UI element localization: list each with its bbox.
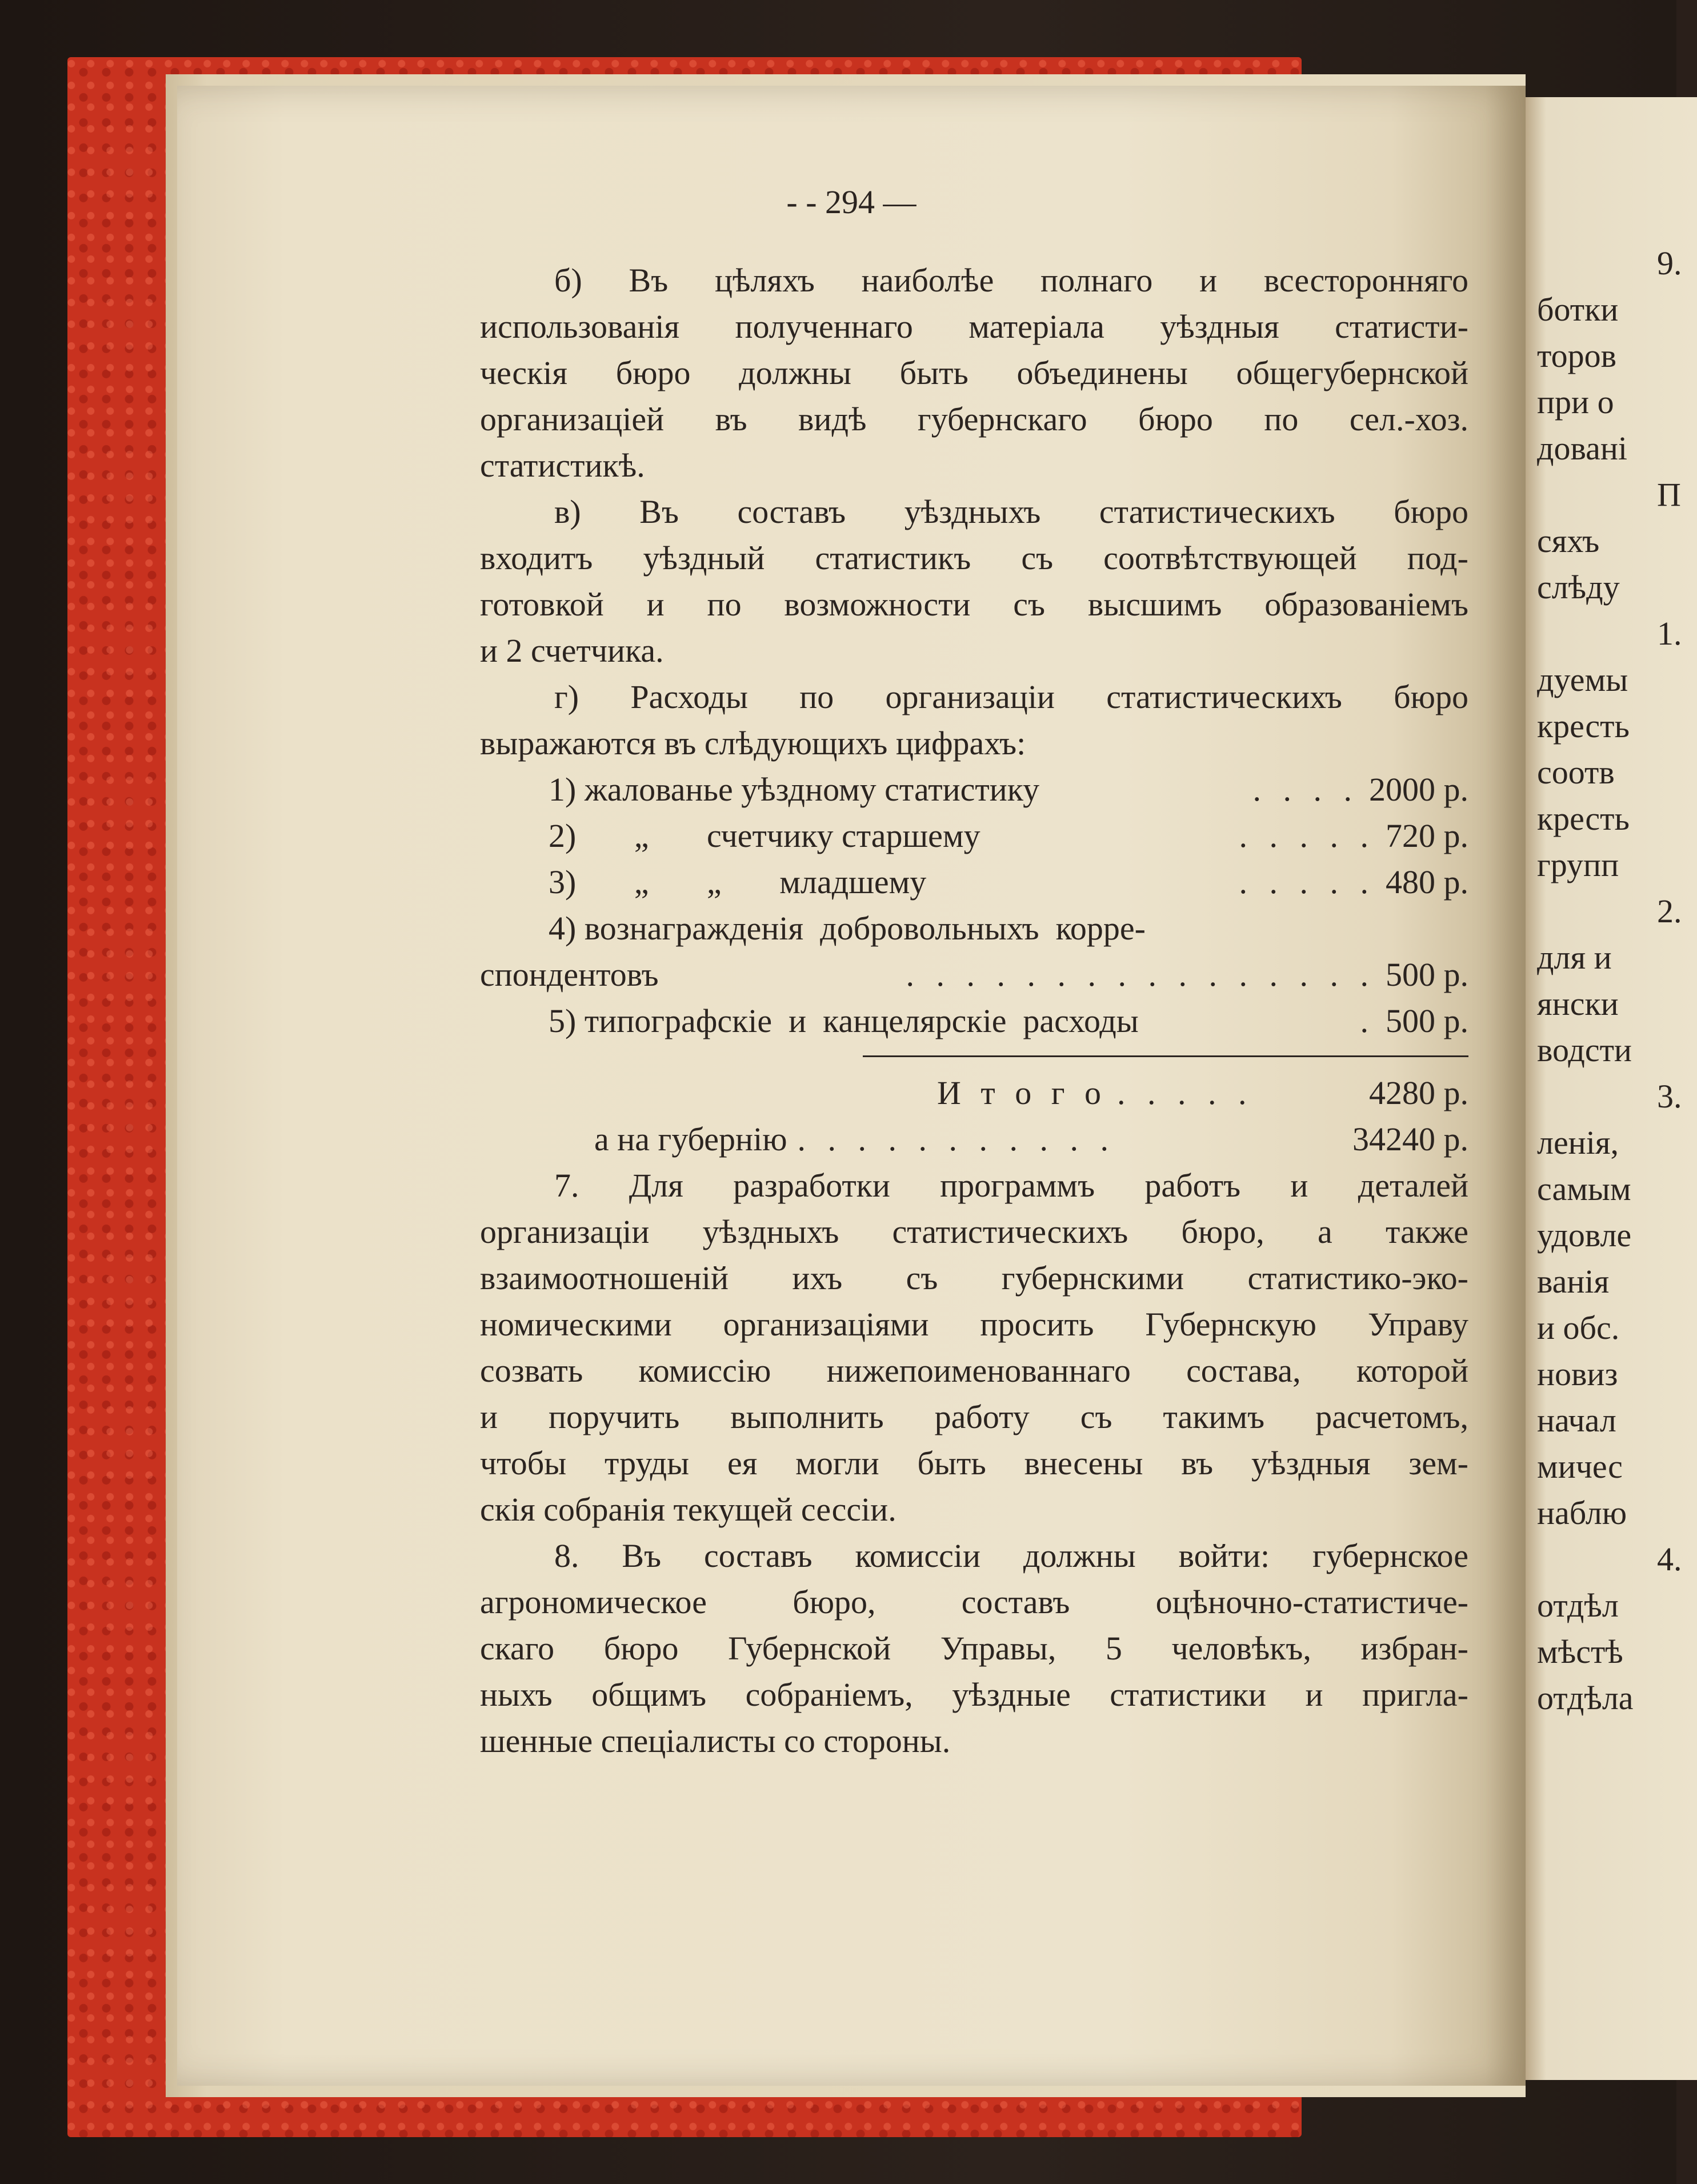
text-line: использованія полученнаго матеріала уѣздныя статисти- — [480, 308, 1468, 345]
text-line: статистикѣ. — [480, 447, 645, 484]
text-line: ческія бюро должны быть объединены общегубернской — [480, 354, 1468, 391]
right-page-line: кресть — [1537, 800, 1630, 837]
expense-amount: 500 р. — [1386, 1002, 1468, 1039]
right-page-line: начал — [1537, 1402, 1616, 1439]
province-dots: . . . . . . . . . . . — [797, 1121, 1116, 1158]
province-row — [480, 1116, 1468, 1162]
text-line: шенные спеціалисты со стороны. — [480, 1722, 951, 1759]
text-line: и 2 счетчика. — [480, 632, 664, 669]
text-line: г) Расходы по организаціи статистическихъ бюро — [554, 678, 1468, 715]
right-page-line: наблю — [1537, 1494, 1627, 1531]
right-page-line: 1. — [1657, 615, 1682, 652]
right-page-line: сяхъ — [1537, 522, 1600, 559]
text-line: готовкой и по возможности съ высшимъ образованіемъ — [480, 586, 1468, 623]
right-page-line: самым — [1537, 1170, 1631, 1207]
total-amount: 4280 р. — [1369, 1074, 1468, 1111]
text-line: созвать комиссію нижепоименованнаго состава, которой — [480, 1352, 1468, 1389]
total-rule — [863, 1055, 1468, 1057]
expense-dots: . — [1360, 1002, 1375, 1039]
text-line: агрономическое бюро, составъ оцѣночно-статистиче- — [480, 1583, 1468, 1621]
expense-item — [480, 998, 1468, 1044]
expense-amount: 500 р. — [1386, 956, 1468, 993]
right-page-line: дуемы — [1537, 661, 1628, 698]
page-number: - - 294 — — [786, 183, 916, 221]
province-label: а на губернію — [594, 1121, 787, 1158]
expense-label: 2) „ счетчику старшему — [549, 817, 980, 854]
text-line: выражаются въ слѣдующихъ цифрахъ: — [480, 725, 1026, 762]
expense-label: 4) вознагражденія добровольныхъ корре- — [549, 910, 1146, 947]
expense-item — [480, 859, 1468, 905]
expense-item — [480, 813, 1468, 859]
right-page-line: и обс. — [1537, 1309, 1620, 1346]
expense-dots — [1156, 905, 1458, 951]
total-label: И т о г о — [937, 1074, 1107, 1111]
right-page-line: П — [1657, 476, 1681, 513]
page-body — [480, 257, 1468, 1764]
right-page-text — [1537, 240, 1686, 1721]
right-page-line: мичес — [1537, 1448, 1623, 1485]
expense-list — [480, 766, 1468, 1044]
expense-dots: . . . . . — [1239, 817, 1375, 854]
text-line: 7. Для разработки программъ работъ и деталей — [554, 1167, 1468, 1204]
right-page-line: водсти — [1537, 1031, 1632, 1069]
right-page-line: отдѣла — [1537, 1679, 1634, 1717]
paragraph-v — [480, 489, 1468, 674]
paragraph-8 — [480, 1533, 1468, 1764]
right-page-line: для и — [1537, 939, 1612, 976]
text-line: скія собранія текущей сессіи. — [480, 1491, 896, 1528]
text-line: организаціи уѣздныхъ статистическихъ бюро, а также — [480, 1213, 1468, 1250]
right-page-line: 2. — [1657, 893, 1682, 930]
right-page-line: соотв — [1537, 754, 1615, 791]
expense-label: спондентовъ — [480, 956, 659, 993]
text-line: и поручить выполнить работу съ такимъ расчетомъ, — [480, 1398, 1468, 1435]
text-line: скаго бюро Губернской Управы, 5 человѣкъ, избран- — [480, 1630, 1468, 1667]
right-page-line: 9. — [1657, 245, 1682, 282]
right-page-line: ленія, — [1537, 1124, 1619, 1161]
text-line: 8. Въ составъ комиссіи должны войти: губернское — [554, 1537, 1468, 1574]
expense-label: 5) типографскіе и канцелярскіе расходы — [549, 1002, 1139, 1039]
text-line: входитъ уѣздный статистикъ съ соотвѣтствующей под- — [480, 539, 1468, 577]
right-page-line: групп — [1537, 846, 1619, 883]
total-row — [480, 1070, 1468, 1116]
right-page-line: слѣду — [1537, 569, 1620, 606]
text-line: ныхъ общимъ собраніемъ, уѣздные статистики и пригла- — [480, 1676, 1468, 1713]
text-line: взаимоотношеній ихъ съ губернскими статистико-эко- — [480, 1259, 1468, 1297]
expense-label: 3) „ „ младшему — [549, 863, 927, 901]
right-page-line: 3. — [1657, 1078, 1682, 1115]
right-page-line: при о — [1537, 383, 1614, 421]
expense-item — [480, 905, 1468, 951]
right-page-line: ванія — [1537, 1263, 1610, 1300]
text-line: чтобы труды ея могли быть внесены въ уѣздныя зем- — [480, 1445, 1468, 1482]
right-page-line: 4. — [1657, 1541, 1682, 1578]
expense-dots: . . . . — [1252, 771, 1359, 808]
expense-label: 1) жалованье уѣздному статистику — [549, 771, 1040, 808]
expense-item — [480, 766, 1468, 813]
paragraph-g — [480, 674, 1468, 766]
text-line: б) Въ цѣляхъ наиболѣе полнаго и всесторонняго — [554, 262, 1468, 299]
expense-dots: . . . . . . . . . . . . . . . . — [906, 956, 1375, 993]
expense-amount: 480 р. — [1386, 863, 1468, 901]
expense-amount: 2000 р. — [1369, 771, 1468, 808]
expense-dots: . . . . . — [1239, 863, 1375, 901]
province-amount: 34240 р. — [1352, 1121, 1468, 1158]
total-dots: . . . . . — [1117, 1074, 1254, 1111]
right-page-line: отдѣл — [1537, 1587, 1619, 1624]
right-page-line: янски — [1537, 985, 1619, 1022]
text-line: номическими организаціями просить Губернскую Управу — [480, 1306, 1468, 1343]
paragraph-7 — [480, 1162, 1468, 1533]
right-page-line: ботки — [1537, 291, 1619, 328]
right-page-line: кресть — [1537, 707, 1630, 745]
right-page-line: удовле — [1537, 1217, 1632, 1254]
right-page-line: мѣстѣ — [1537, 1633, 1623, 1670]
right-page-line: торов — [1537, 337, 1616, 374]
expense-item — [480, 951, 1468, 998]
right-page-line: новиз — [1537, 1355, 1618, 1393]
text-line: в) Въ составъ уѣздныхъ статистическихъ бюро — [554, 493, 1468, 530]
text-line: организаціей въ видѣ губернскаго бюро по сел.-хоз. — [480, 401, 1468, 438]
paragraph-b — [480, 257, 1468, 489]
right-page-line: довані — [1537, 430, 1628, 467]
expense-amount: 720 р. — [1386, 817, 1468, 854]
